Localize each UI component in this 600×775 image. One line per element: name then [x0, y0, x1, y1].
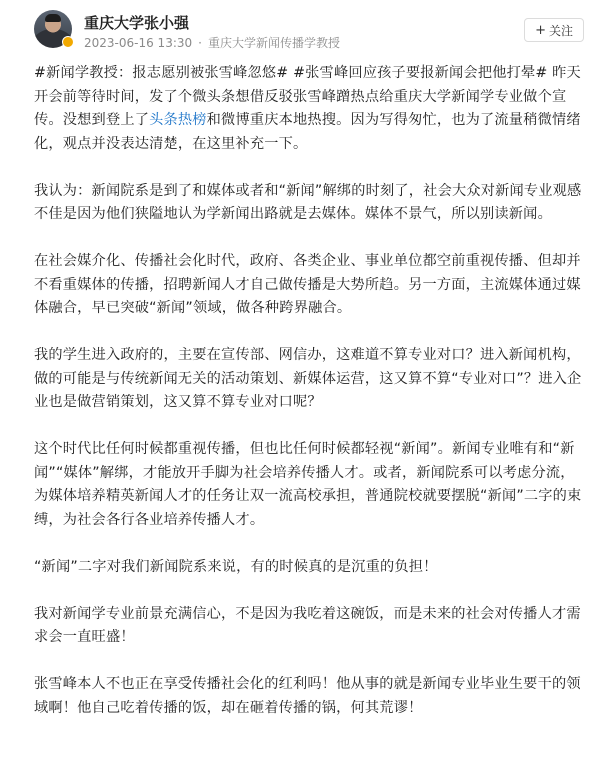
paragraph-1-after: 和微博重庆本地热搜。因为写得匆忙，也为了流量稍微情绪化，观点并没表达清楚，在这里补充一下。 [34, 112, 581, 152]
post-meta [84, 34, 346, 51]
post-date: 2023-06-16 13:30 [84, 36, 193, 50]
paragraph-3: 在社会媒介化、传播社会化时代，政府、各类企业、事业单位都空前重视传播、但却并不看重媒体的传播，招聘新闻人才自己做传播是大势所趋。另一方面，主流媒体通过媒体融合，早已突破“新闻”领域，做各种跨界融合。 [34, 253, 581, 316]
paragraph-1-before: #新闻学教授：报志愿别被张雪峰忽悠# #张雪峰回应孩子要报新闻会把他打晕# 昨天开会前等待时间，发了个微头条想借反驳张雪峰蹭热点给重庆大学新闻学专业做个宣传。没想到登上了 [34, 65, 581, 128]
plus-icon: + [535, 22, 546, 38]
paragraph-5: 这个时代比任何时候都重视传播，但也比任何时候都轻视“新闻”。新闻专业唯有和“新闻”“媒体”解绑，才能放开手脚为社会培养传播人才。或者，新闻院系可以考虑分流，为媒体培养精英新闻人才的任务让双一流高校承担，普通院校就要摆脱“新闻”二字的束缚，为社会各行各业培养传播人才。 [34, 441, 582, 528]
follow-button[interactable] [524, 18, 584, 42]
avatar-hair [45, 14, 61, 22]
paragraph-1 [34, 62, 582, 156]
paragraph-8: 张雪峰本人不也正在享受传播社会化的红利吗！他从事的就是新闻专业毕业生要干的领域啊！他自己吃着传播的饭，却在砸着传播的锅，何其荒谬！ [34, 676, 581, 716]
verified-badge-icon [62, 36, 74, 48]
paragraph-4: 我的学生进入政府的，主要在宣传部、网信办，这难道不算专业对口？进入新闻机构，做的可能是与传统新闻无关的活动策划、新媒体运营，这又算不算“专业对口”？进入企业也是做营销策划，这又算不算专业对口呢？ [34, 347, 582, 410]
paragraph-2: 我认为：新闻院系是到了和媒体或者和“新闻”解绑的时刻了，社会大众对新闻专业观感不佳是因为他们狭隘地认为学新闻出路就是去媒体。媒体不景气，所以别读新闻。 [34, 182, 582, 222]
post-header [0, 0, 600, 58]
hot-list-link[interactable]: 头条热榜 [149, 112, 207, 128]
author-name[interactable]: 重庆大学张小强 [84, 14, 190, 32]
meta-separator: · [198, 36, 202, 50]
paragraph-7: 我对新闻学专业前景充满信心，不是因为我吃着这碗饭，而是未来的社会对传播人才需求会一直旺盛！ [34, 605, 581, 645]
verification-title: 重庆大学新闻传播学教授 [207, 36, 340, 50]
paragraph-6: “新闻”二字对我们新闻院系来说，有的时候真的是沉重的负担！ [34, 558, 438, 575]
post-body [34, 62, 582, 720]
follow-label: 关注 [548, 23, 573, 38]
